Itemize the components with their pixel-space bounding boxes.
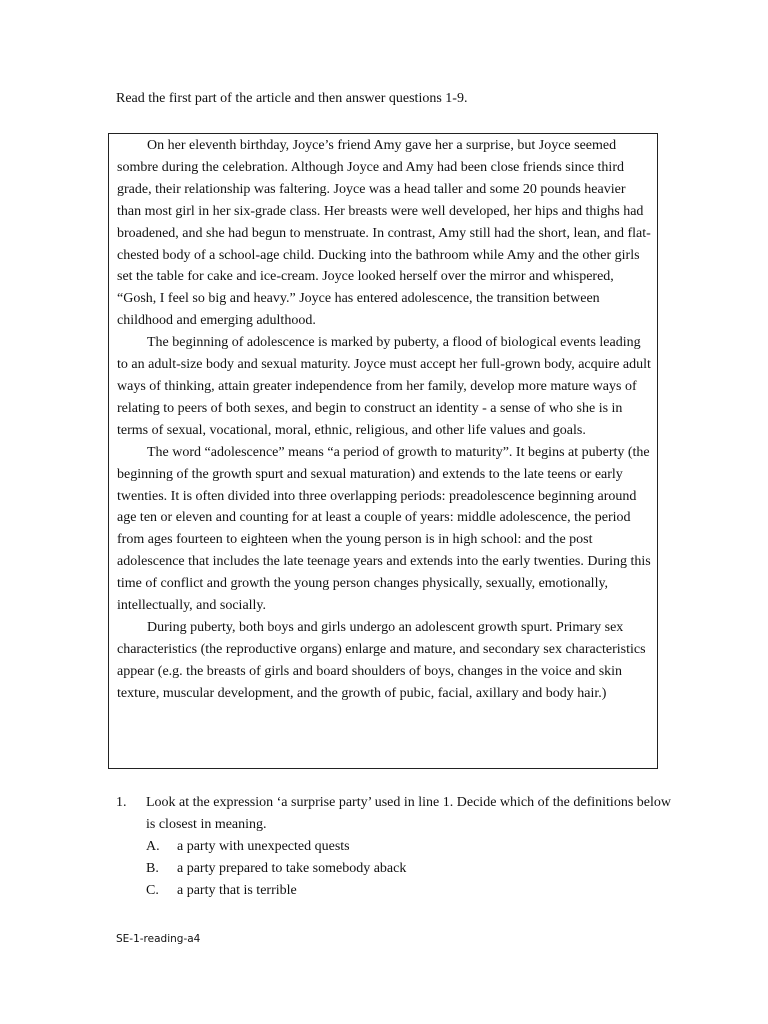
question-text: Look at the expression ‘a surprise party’ used in line 1. Decide which of the definitions below is closest in meaning. bbox=[146, 795, 671, 832]
article-paragraph: On her eleventh birthday, Joyce’s friend Amy gave her a surprise, but Joyce seemed sombre during the celebration. Although Joyce and Amy had been close friends since third grade, their relationship was faltering. Joyce was a head taller and some 20 pounds heavier than most girl in her six-grade class. Her breasts were well developed, her hips and thighs had broadened, and she had begun to menstruate. In contrast, Amy still had the short, lean, and flat-chested body of a school-age child. Ducking into the bathroom while Amy and the other girls set the table for cake and ice-cream. Joyce looked herself over the mirror and whispered, “Gosh, I feel so big and heavy.” Joyce has entered adolescence, the transition between childhood and emerging adulthood. bbox=[117, 138, 651, 329]
answer-option-a[interactable] bbox=[146, 836, 676, 858]
question-1 bbox=[116, 792, 676, 902]
option-text: a party that is terrible bbox=[177, 882, 297, 898]
option-letter: B. bbox=[146, 860, 159, 876]
answer-option-b[interactable] bbox=[146, 858, 676, 880]
question-stem bbox=[116, 792, 676, 836]
article-paragraph: The beginning of adolescence is marked by puberty, a flood of biological events leading to an adult-size body and sexual maturity. Joyce must accept her full-grown body, acquire adult ways of thinking, attain greater independence from her family, develop more mature ways of relating to peers of both sexes, and begin to construct an identity - a sense of who she is in terms of sexual, vocational, moral, ethnic, religious, and other life values and goals. bbox=[117, 335, 651, 438]
option-letter: A. bbox=[146, 838, 160, 854]
answer-options bbox=[146, 836, 676, 902]
article-paragraph: During puberty, both boys and girls undergo an adolescent growth spurt. Primary sex characteristics (the reproductive organs) enlarge and mature, and secondary sex characteristics appear (e.g. the breasts of girls and board shoulders of boys, changes in the voice and skin texture, muscular development, and the growth of pubic, facial, axillary and body hair.) bbox=[117, 619, 646, 701]
answer-option-c[interactable] bbox=[146, 880, 676, 902]
page-footer: SE-1-reading-a4 bbox=[116, 933, 201, 945]
article-box bbox=[108, 133, 658, 769]
instruction-text: Read the first part of the article and then answer questions 1-9. bbox=[116, 91, 468, 106]
option-text: a party prepared to take somebody aback bbox=[177, 860, 407, 876]
option-letter: C. bbox=[146, 882, 159, 898]
article-paragraph: The word “adolescence” means “a period of growth to maturity”. It begins at puberty (the beginning of the growth spurt and sexual maturation) and extends to the late teens or early twenties. It is often divided into three overlapping periods: preadolescence beginning around age ten or eleven and counting for at least a couple of years: middle adolescence, the period from ages fourteen to eighteen when the young person is in high school: and the post adolescence that includes the late teenage years and extends into the early twenties. During this time of conflict and growth the young person changes physically, sexually, emotionally, intellectually, and socially. bbox=[117, 444, 651, 614]
question-number: 1. bbox=[116, 795, 127, 810]
option-text: a party with unexpected quests bbox=[177, 838, 350, 854]
